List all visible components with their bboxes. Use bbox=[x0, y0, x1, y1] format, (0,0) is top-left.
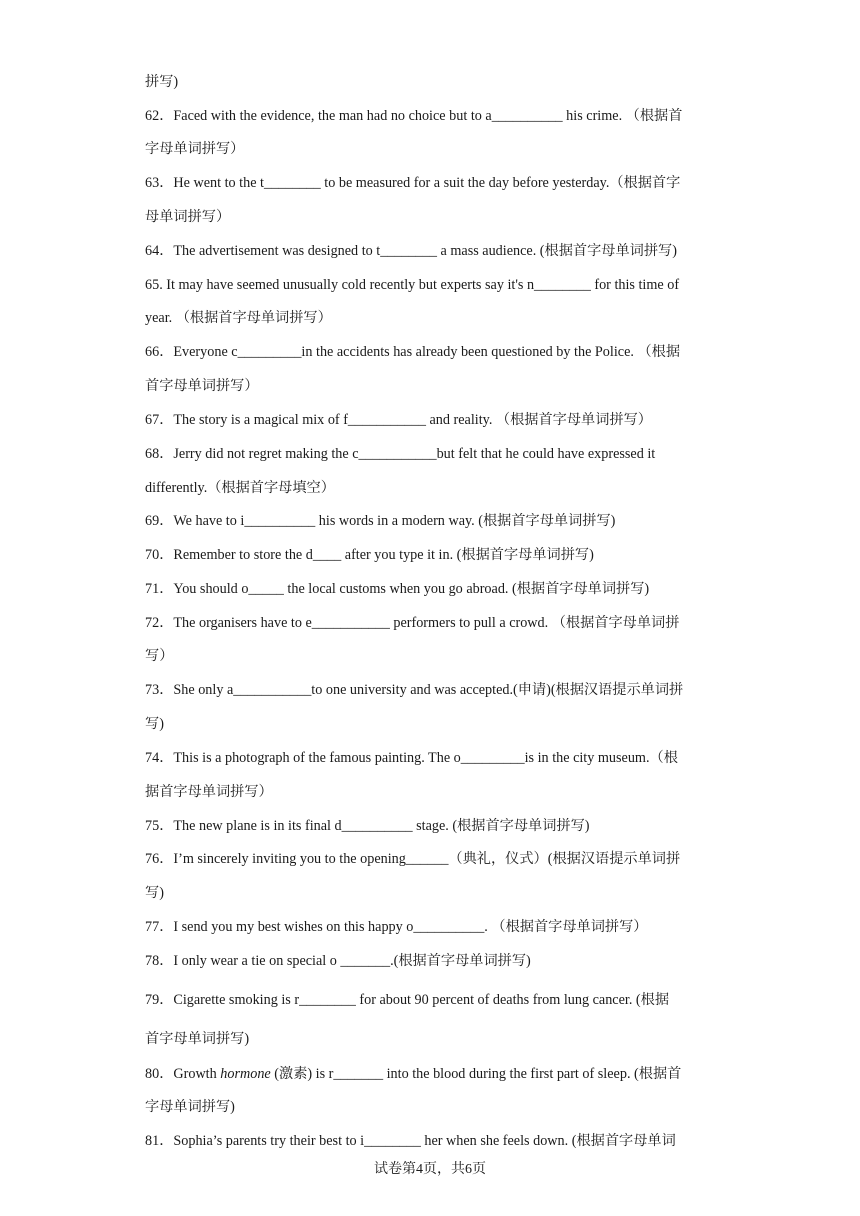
text-segment: 80．Growth bbox=[145, 1066, 221, 1082]
question-74: 74．This is a photograph of the famous painting. The o_________is in the city museum.（根 bbox=[145, 750, 678, 766]
italic-term: hormone bbox=[220, 1066, 271, 1082]
question-66: 66．Everyone c_________in the accidents has already been questioned by the Police. （根据 bbox=[145, 344, 681, 360]
question-62: 62．Faced with the evidence, the man had no choice but to a__________ his crime. （根据首 bbox=[145, 108, 683, 124]
question-78: 78．I only wear a tie on special o _______.(根据首字母单词拼写) bbox=[145, 953, 531, 969]
question-64: 64．The advertisement was designed to t________ a mass audience. (根据首字母单词拼写) bbox=[145, 243, 677, 259]
text-segment: (激素) is r_______ into the blood during the first part of sleep. (根据首 bbox=[270, 1066, 682, 1082]
question-71: 71．You should o_____ the local customs when you go abroad. (根据首字母单词拼写) bbox=[145, 581, 650, 597]
question-68: 68．Jerry did not regret making the c___________but felt that he could have expressed it bbox=[145, 446, 656, 462]
question-80 bbox=[145, 1064, 720, 1084]
question-81: 81．Sophia’s parents try their best to i________ her when she feels down. (根据首字母单词 bbox=[145, 1133, 676, 1149]
text-line: 首字母单词拼写) bbox=[145, 1031, 250, 1047]
question-72: 72．The organisers have to e___________ performers to pull a crowd. （根据首字母单词拼 bbox=[145, 615, 680, 631]
text-line: 写） bbox=[145, 648, 174, 664]
text-line: 写) bbox=[145, 716, 164, 732]
question-65: 65. It may have seemed unusually cold recently but experts say it's n________ for this time of bbox=[145, 277, 680, 293]
page-footer: 试卷第4页，共6页 bbox=[374, 1162, 486, 1177]
question-70: 70．Remember to store the d____ after you type it in. (根据首字母单词拼写) bbox=[145, 547, 594, 563]
text-line: 据首字母单词拼写） bbox=[145, 784, 273, 800]
question-75: 75．The new plane is in its final d__________ stage. (根据首字母单词拼写) bbox=[145, 818, 590, 834]
text-line: 拼写) bbox=[145, 74, 179, 90]
question-73: 73．She only a___________to one university and was accepted.(申请)(根据汉语提示单词拼 bbox=[145, 682, 684, 698]
text-line: year. （根据首字母单词拼写） bbox=[145, 310, 332, 326]
text-line: differently.（根据首字母填空） bbox=[145, 480, 335, 496]
question-79: 79．Cigarette smoking is r________ for about 90 percent of deaths from lung cancer. (根据 bbox=[145, 992, 670, 1008]
text-line: 字母单词拼写) bbox=[145, 1099, 235, 1115]
question-76: 76．I’m sincerely inviting you to the opening______（典礼，仪式）(根据汉语提示单词拼 bbox=[145, 851, 681, 867]
text-line: 母单词拼写） bbox=[145, 209, 231, 225]
text-line: 首字母单词拼写） bbox=[145, 378, 259, 394]
text-line: 写) bbox=[145, 885, 164, 901]
text-line: 字母单词拼写） bbox=[145, 141, 245, 157]
question-63: 63．He went to the t________ to be measured for a suit the day before yesterday.（根据首字 bbox=[145, 175, 681, 191]
question-67: 67．The story is a magical mix of f___________ and reality. （根据首字母单词拼写） bbox=[145, 412, 652, 428]
question-69: 69．We have to i__________ his words in a modern way. (根据首字母单词拼写) bbox=[145, 513, 616, 529]
question-77: 77．I send you my best wishes on this happy o__________. （根据首字母单词拼写） bbox=[145, 919, 648, 935]
